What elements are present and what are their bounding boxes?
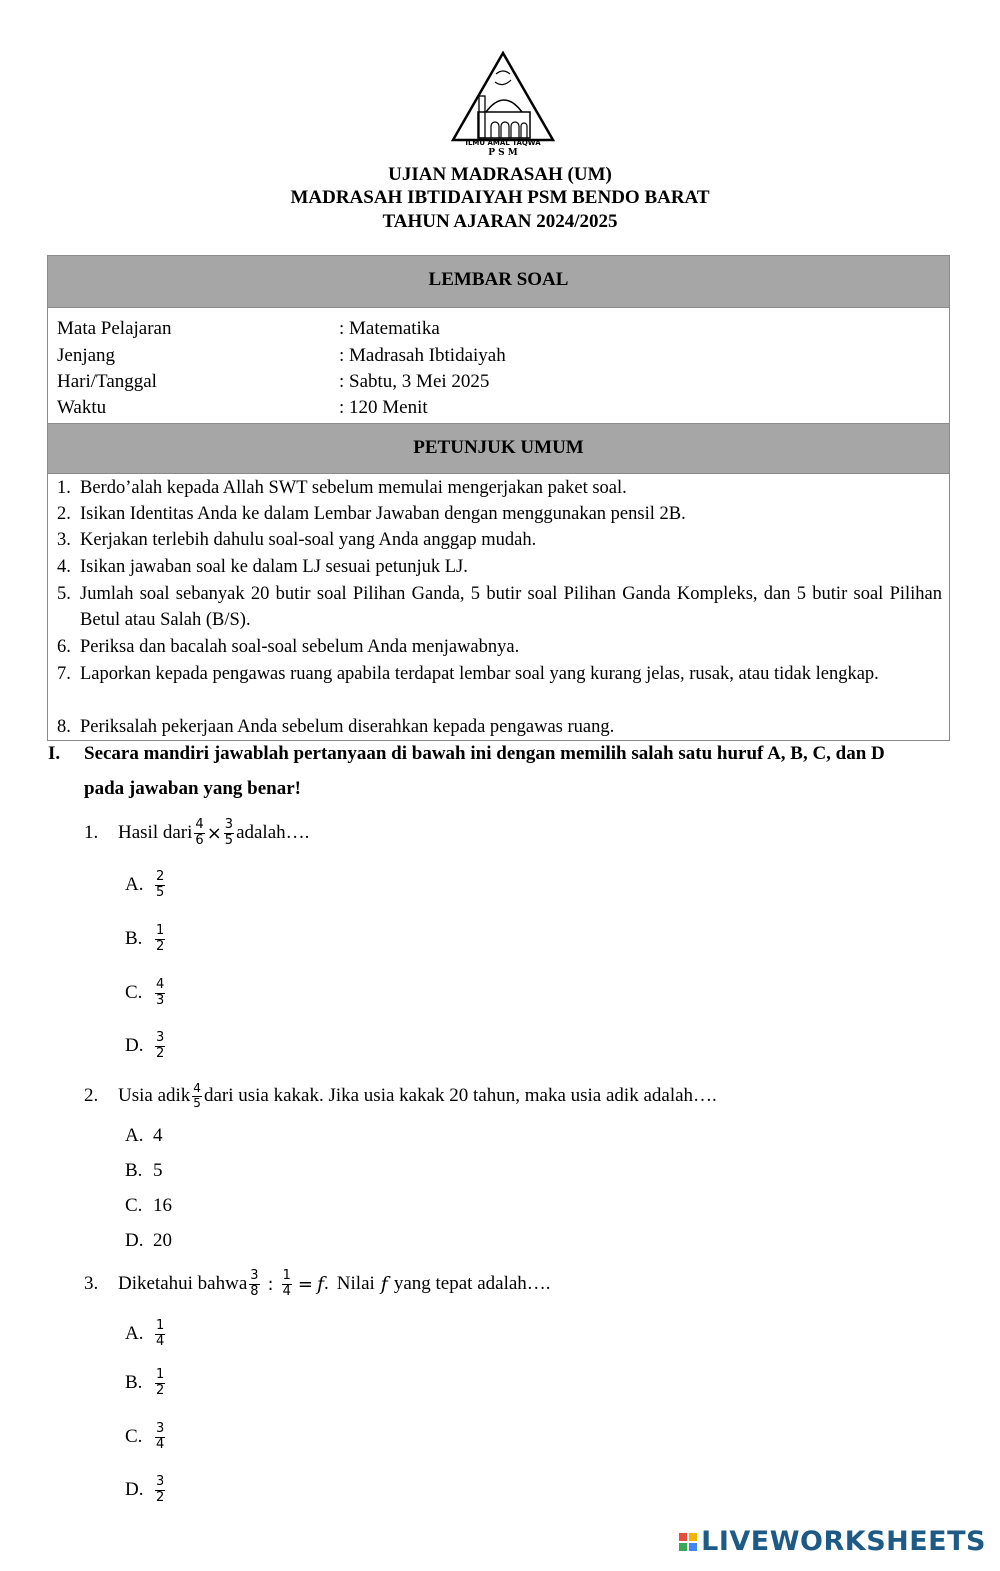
rule-text: Isikan jawaban soal ke dalam LJ sesuai petunjuk LJ. [80,557,468,577]
fraction [155,1475,165,1505]
fraction [155,1368,165,1398]
denominator: 4 [156,1436,165,1452]
rule-item [57,581,942,633]
rule-item [57,554,942,580]
question-1 [84,814,309,852]
question-number: 2. [84,1085,99,1106]
option-label: A. [125,874,144,895]
rule-text: Kerjakan terlebih dahulu soal-soal yang Anda anggap mudah. [80,530,537,550]
info-label-time: Waktu [57,397,107,418]
info-value-subject: : Matematika [339,318,440,339]
academic-year: TAHUN AJARAN 2024/2025 [382,211,618,232]
option-b[interactable] [125,1364,167,1402]
fraction [155,978,165,1008]
option-label: A. [125,1125,144,1146]
denominator: 2 [156,938,165,954]
school-logo [448,50,558,162]
times-operator: × [206,822,222,844]
rule-item [57,527,942,553]
numerator: 3 [250,1268,259,1284]
denominator: 4 [156,1333,165,1349]
question-text: Diketahui bahwa [118,1273,248,1294]
option-value: 16 [153,1195,172,1216]
numerator: 4 [195,817,204,833]
brand-text: LIVEWORKSHEETS [701,1526,986,1557]
fraction [155,924,165,954]
question-text: Usia adik [118,1085,191,1106]
option-label: B. [125,1160,143,1181]
fraction [155,1031,165,1061]
brand-grid-icon [679,1533,697,1551]
denominator: 6 [195,832,204,848]
rule-text: Laporkan kepada pengawas ruang apabila terdapat lembar soal yang kurang jelas, rusak, atau tidak lengkap. [80,664,879,684]
rule-number: 1. [57,478,71,498]
question-number: 1. [84,822,99,843]
denominator: 4 [282,1283,291,1299]
section-instruction: Secara mandiri jawablah pertanyaan di bawah ini dengan memilih salah satu huruf A, B, C, dan D [84,743,885,764]
question-2 [84,1077,717,1115]
liveworksheets-brand[interactable] [679,1526,986,1557]
rule-item [57,634,942,660]
fraction [155,870,165,900]
option-value: 5 [153,1160,163,1181]
rule-text: Isikan Identitas Anda ke dalam Lembar Jawaban dengan menggunakan pensil 2B. [80,504,686,524]
option-label: C. [125,982,143,1003]
exam-title: UJIAN MADRASAH (UM) [388,164,612,185]
section-number: I. [48,743,61,764]
denominator: 2 [156,1382,165,1398]
section-instruction-cont: pada jawaban yang benar! [84,778,301,799]
rule-number: 6. [57,637,71,657]
option-label: D. [125,1230,144,1251]
denominator: 5 [156,884,165,900]
info-label-date: Hari/Tanggal [57,371,157,392]
question-text: yang tepat adalah…. [393,1273,551,1294]
numerator: 4 [193,1081,201,1096]
lembar-soal-header: LEMBAR SOAL [48,256,949,308]
logo-initials: P S M [488,148,518,158]
fraction [155,1319,165,1349]
fraction [249,1269,259,1299]
numerator: 3 [224,817,234,833]
rule-number: 2. [57,504,71,524]
denominator: 2 [156,1045,165,1061]
brand-square [689,1543,697,1551]
rule-item [57,475,942,501]
denominator: 5 [193,1095,201,1110]
option-label: D. [125,1479,144,1500]
question-text: Nilai [336,1273,375,1294]
denominator: 3 [156,992,165,1008]
info-value-date: : Sabtu, 3 Mei 2025 [339,371,490,392]
school-name: MADRASAH IBTIDAIYAH PSM BENDO BARAT [290,187,710,208]
brand-square [679,1543,687,1551]
option-c[interactable] [125,974,167,1012]
rule-text: Periksalah pekerjaan Anda sebelum diserahkan kepada pengawas ruang. [80,717,615,737]
option-a[interactable] [125,1125,163,1147]
numerator: 4 [156,977,165,993]
info-label-subject: Mata Pelajaran [57,318,172,339]
option-label: B. [125,928,143,949]
fraction [282,1269,292,1299]
rule-item [57,661,942,687]
option-value: 20 [153,1230,172,1251]
option-b[interactable] [125,920,167,958]
rule-item [57,714,942,740]
question-3 [84,1265,551,1303]
rule-item [57,501,942,527]
option-value: 4 [153,1125,163,1146]
option-label: C. [125,1426,143,1447]
denominator: 8 [250,1283,259,1299]
period: . [324,1273,329,1294]
rule-number: 3. [57,530,71,550]
rule-text: Jumlah soal sebanyak 20 butir soal Pilihan Ganda, 5 butir soal Pilihan Ganda Kompleks, dan 5 butir soal Pilihan Betul atau Salah (B/S). [80,584,942,630]
brand-square [679,1533,687,1541]
fraction [224,818,234,848]
info-label-level: Jenjang [57,345,116,366]
option-a[interactable] [125,1315,167,1353]
fraction [155,1422,165,1452]
numerator: 3 [156,1030,165,1046]
equals-sign: = [297,1273,313,1295]
question-text: adalah…. [236,822,310,843]
option-label: D. [125,1035,144,1056]
fraction [194,818,204,848]
rule-text: Berdo’alah kepada Allah SWT sebelum memulai mengerjakan paket soal. [80,478,627,498]
option-label: C. [125,1195,143,1216]
option-c[interactable] [125,1195,172,1217]
divide-operator: : [267,1273,274,1295]
petunjuk-header: PETUNJUK UMUM [48,423,949,474]
info-value-time: : 120 Menit [339,397,428,418]
rule-number: 7. [57,664,71,684]
rule-number: 5. [57,584,71,604]
numerator: 1 [156,1318,165,1334]
option-label: B. [125,1372,143,1393]
question-text: dari usia kakak. Jika usia kakak 20 tahun, maka usia adik adalah…. [203,1085,717,1106]
option-d[interactable] [125,1027,167,1065]
option-b[interactable] [125,1160,163,1182]
denominator: 2 [156,1489,165,1505]
numerator: 3 [156,1474,165,1490]
option-d[interactable] [125,1230,172,1252]
numerator: 1 [156,923,165,939]
numerator: 3 [156,1421,165,1437]
option-label: A. [125,1323,144,1344]
option-a[interactable] [125,866,167,904]
numerator: 1 [156,1367,165,1383]
numerator: 2 [156,869,165,885]
denominator: 5 [224,832,234,848]
rule-number: 4. [57,557,71,577]
variable-f: f [380,1273,388,1295]
logo-motto: ILMU AMAL TAQWA [465,139,541,147]
brand-square [689,1533,697,1541]
option-d[interactable] [125,1471,167,1509]
question-text: Hasil dari [118,822,193,843]
fraction [192,1082,202,1109]
rule-text: Periksa dan bacalah soal-soal sebelum Anda menjawabnya. [80,637,520,657]
option-c[interactable] [125,1418,167,1456]
rule-number: 8. [57,717,71,737]
info-value-level: : Madrasah Ibtidaiyah [339,345,506,366]
variable-f: f [317,1273,325,1295]
numerator: 1 [282,1268,291,1284]
question-number: 3. [84,1273,99,1294]
